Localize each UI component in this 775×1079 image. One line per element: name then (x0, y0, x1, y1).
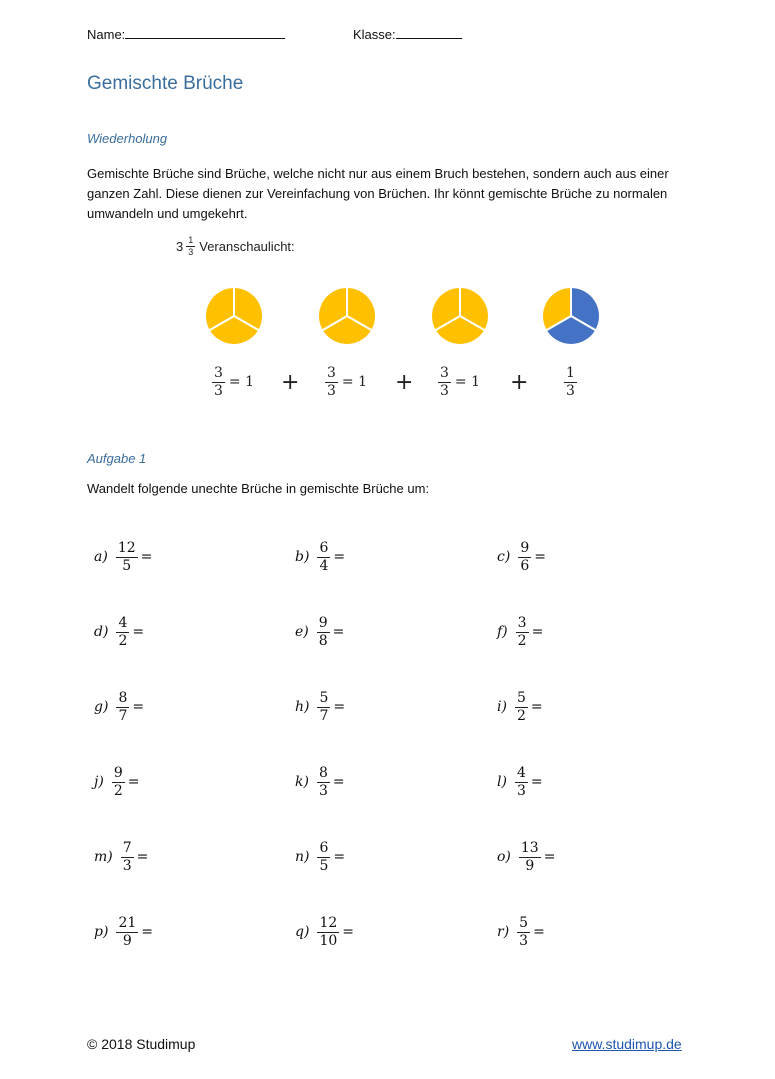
exercise-item (295, 691, 345, 723)
exercise-item (94, 691, 144, 723)
equals-sign: = (141, 924, 153, 941)
exercise-label: i) (497, 699, 507, 716)
mixed-whole: 3 (176, 239, 184, 255)
eq-den: 3 (440, 382, 449, 399)
mixed-fraction (186, 236, 195, 258)
fraction-numerator: 12 (319, 915, 338, 931)
pie-equation-2 (325, 366, 367, 398)
fraction-denominator: 3 (519, 932, 529, 949)
fraction-denominator: 9 (122, 932, 132, 949)
equals-sign: = (342, 924, 354, 941)
exercise-label: k) (295, 774, 309, 791)
exercise-item (94, 841, 148, 873)
exercise-fraction (317, 616, 330, 648)
fraction-numerator: 5 (519, 915, 529, 931)
equals-sign: = (531, 624, 544, 641)
equals-sign: = (140, 549, 153, 566)
exercise-label: e) (295, 624, 309, 641)
fraction-numerator: 13 (520, 840, 539, 856)
fraction-denominator: 5 (122, 557, 132, 574)
illustration-label (176, 236, 295, 258)
class-line (396, 25, 462, 39)
exercise-label: m) (94, 849, 113, 866)
exercise-label: n) (295, 849, 310, 866)
exercise-item (497, 766, 543, 798)
fraction-denominator: 4 (319, 557, 329, 574)
pie-chart-2 (316, 285, 378, 347)
footer-link[interactable]: www.studimup.de (572, 1036, 682, 1052)
exercise-fraction (317, 766, 330, 798)
review-text: Gemischte Brüche sind Brüche, welche nicht nur aus einem Bruch bestehen, sondern auch aus einer ganzen Zahl. Diese dienen zur Vereinfachung von Brüchen. Ihr könnt gemischte Brüche zu normalen umwandeln und umgekehrt. (87, 166, 669, 221)
exercise-item (497, 916, 545, 948)
equals-sign: = (534, 549, 546, 566)
exercise-item (94, 541, 152, 573)
equals-sign: = (543, 849, 556, 866)
exercise-fraction (317, 691, 330, 723)
exercise-fraction (116, 916, 138, 948)
exercise-fraction (116, 616, 129, 648)
exercise-label: f) (497, 624, 508, 641)
eq-den: 3 (214, 382, 223, 399)
eq-num: 1 (566, 365, 575, 381)
exercise-label: j) (94, 774, 104, 791)
equals-sign: = (333, 849, 346, 866)
fraction-denominator: 3 (516, 782, 526, 799)
illustration-text: Veranschaulicht: (199, 239, 295, 255)
plus-sign: + (395, 370, 414, 395)
exercise-fraction (317, 841, 330, 873)
exercise-item (295, 766, 345, 798)
pie-chart-1 (203, 285, 265, 347)
exercise-fraction (517, 916, 530, 948)
exercise-fraction (121, 841, 134, 873)
exercise-item (497, 616, 543, 648)
fraction-denominator: 9 (525, 857, 535, 874)
task-heading: Aufgabe 1 (87, 451, 147, 466)
footer-copyright: © 2018 Studimup (87, 1036, 196, 1052)
name-label: Name: (87, 27, 126, 42)
exercise-label: o) (497, 849, 511, 866)
fraction-denominator: 3 (318, 782, 328, 799)
review-heading: Wiederholung (87, 131, 168, 146)
class-label: Klasse: (353, 27, 396, 42)
exercise-fraction (518, 541, 531, 573)
equals-sign: = (332, 774, 345, 791)
fraction-denominator: 6 (520, 557, 530, 574)
mixed-den: 3 (188, 247, 194, 258)
exercise-item (94, 766, 139, 798)
fraction-denominator: 2 (516, 707, 526, 724)
pie-chart-4 (540, 285, 602, 347)
exercise-fraction (317, 916, 339, 948)
fraction-denominator: 2 (113, 782, 123, 799)
equals-sign: = (533, 924, 545, 941)
exercise-item (94, 916, 153, 948)
exercise-fraction (317, 541, 330, 573)
eq-rhs: = 1 (454, 374, 481, 391)
exercise-label: g) (94, 699, 109, 716)
exercise-fraction (519, 841, 541, 873)
class-field[interactable] (353, 25, 462, 42)
fraction-denominator: 8 (318, 632, 328, 649)
eq-num: 3 (440, 365, 449, 381)
fraction-numerator: 21 (118, 915, 137, 931)
equals-sign: = (132, 624, 145, 641)
exercise-label: p) (94, 924, 109, 941)
name-field[interactable] (87, 25, 285, 42)
task-instruction: Wandelt folgende unechte Brüche in gemischte Brüche um: (87, 481, 430, 496)
equals-sign: = (530, 774, 543, 791)
fraction-denominator: 3 (122, 857, 132, 874)
equals-sign: = (127, 774, 140, 791)
exercise-fraction (116, 541, 138, 573)
equals-sign: = (333, 549, 346, 566)
fraction-numerator: 7 (122, 840, 132, 856)
equals-sign: = (332, 624, 345, 641)
fraction-numerator: 6 (319, 840, 329, 856)
equals-sign: = (136, 849, 149, 866)
name-line (125, 25, 285, 39)
exercise-item (497, 541, 546, 573)
eq-num: 3 (327, 365, 336, 381)
exercise-label: l) (497, 774, 507, 791)
fraction-denominator: 10 (319, 932, 338, 949)
exercise-fraction (112, 766, 125, 798)
eq-rhs: = 1 (341, 374, 368, 391)
fraction-numerator: 3 (517, 615, 527, 631)
fraction-denominator: 5 (319, 857, 329, 874)
fraction-denominator: 7 (118, 707, 128, 724)
page-title: Gemischte Brüche (87, 73, 244, 94)
fraction-numerator: 4 (516, 765, 526, 781)
pie-chart-3 (429, 285, 491, 347)
plus-sign: + (281, 370, 300, 395)
exercise-item (295, 841, 345, 873)
exercise-label: q) (295, 924, 310, 941)
fraction-numerator: 5 (319, 690, 329, 706)
exercise-item (295, 616, 344, 648)
eq-rhs: = 1 (228, 374, 255, 391)
plus-sign: + (510, 370, 529, 395)
eq-num: 3 (214, 365, 223, 381)
exercise-item (295, 541, 345, 573)
fraction-numerator: 12 (117, 540, 136, 556)
equals-sign: = (333, 699, 346, 716)
fraction-denominator: 2 (118, 632, 128, 649)
fraction-numerator: 9 (520, 540, 530, 556)
fraction-denominator: 2 (517, 632, 527, 649)
pie-equation-3 (438, 366, 480, 398)
fraction-denominator: 7 (319, 707, 329, 724)
exercise-item (497, 691, 543, 723)
fraction-numerator: 4 (118, 615, 128, 631)
exercise-fraction (515, 766, 528, 798)
exercise-item (295, 916, 354, 948)
pie-equation-4 (564, 366, 577, 398)
eq-den: 3 (566, 382, 575, 399)
mixed-num: 1 (186, 236, 195, 247)
exercise-label: d) (94, 624, 109, 641)
pie-equation-1 (212, 366, 254, 398)
exercise-label: h) (295, 699, 310, 716)
fraction-numerator: 9 (318, 615, 328, 631)
fraction-numerator: 6 (319, 540, 329, 556)
fraction-numerator: 5 (516, 690, 526, 706)
fraction-numerator: 8 (118, 690, 128, 706)
eq-den: 3 (327, 382, 336, 399)
exercise-item (497, 841, 555, 873)
exercise-fraction (516, 616, 529, 648)
fraction-numerator: 8 (318, 765, 328, 781)
exercise-fraction (116, 691, 129, 723)
exercise-label: c) (497, 549, 511, 566)
exercise-label: a) (94, 549, 108, 566)
equals-sign: = (132, 699, 145, 716)
exercise-fraction (515, 691, 528, 723)
exercise-item (94, 616, 144, 648)
exercise-label: b) (295, 549, 310, 566)
fraction-numerator: 9 (113, 765, 123, 781)
exercise-label: r) (497, 924, 510, 941)
equals-sign: = (530, 699, 543, 716)
